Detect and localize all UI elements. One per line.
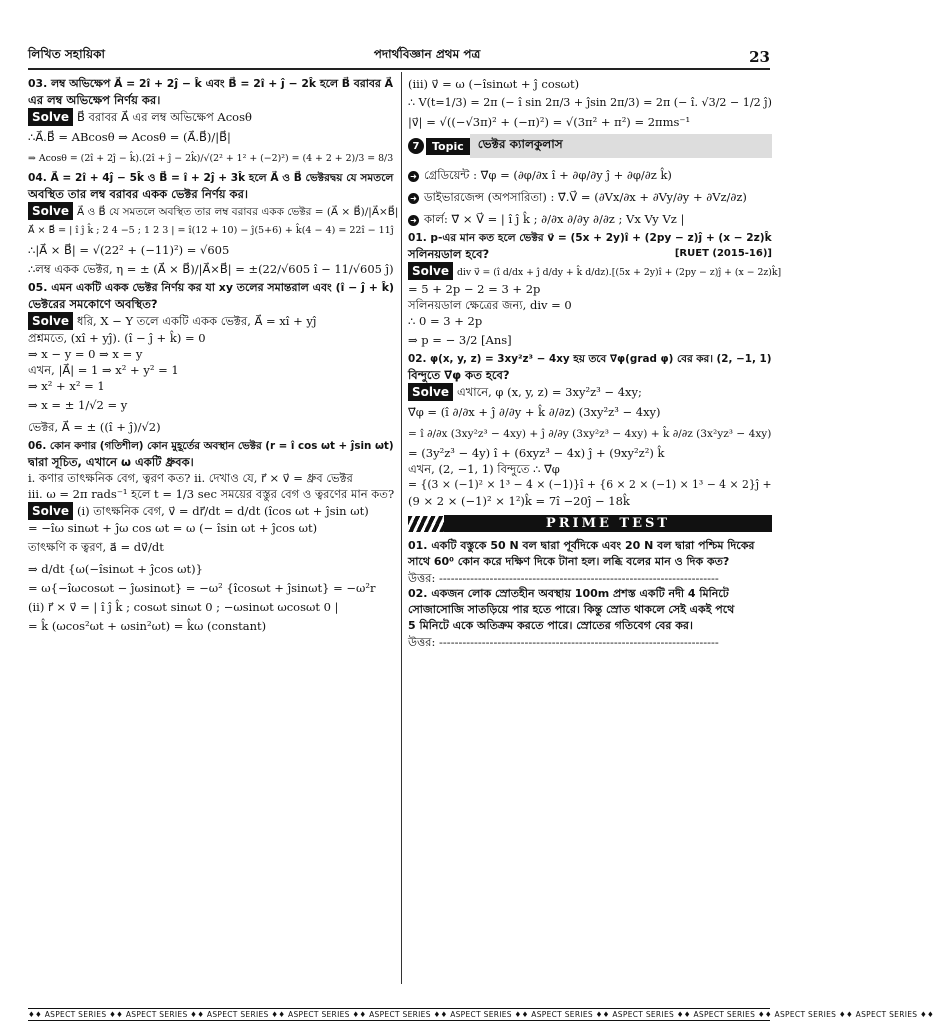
line-text: সলিনয়ডাল ক্ষেত্রের জন্য, div = 0	[408, 298, 572, 312]
text-line	[408, 461, 772, 477]
line-text: ধরি, X − Y তলে একটি একক ভেক্টর, A⃗ = xî + yĵ	[76, 314, 317, 328]
solution-line	[28, 312, 394, 330]
text-line	[28, 580, 394, 596]
line-text: ∴ V(t=1/3) = 2π (− î sin 2π/3 + ĵsin 2π/3) = 2π (− î. √3/2 − 1/2 ĵ)	[408, 96, 772, 109]
question-line	[28, 92, 394, 108]
text-line	[408, 493, 772, 509]
arrow-bullet-icon: ➜	[408, 193, 419, 204]
line-text: ∴|A⃗ × B⃗| = √(22² + (−11)²) = √605	[28, 243, 230, 257]
solve-badge: Solve	[408, 262, 453, 280]
text-line	[408, 281, 772, 297]
line-text: কার্ল: ∇⃗ × V⃗ = | î ĵ k̂ ; ∂/∂x ∂/∂y ∂/∂z ; Vx Vy Vz |	[424, 212, 685, 226]
line-text: 01. p-এর মান কত হলে ভেক্টর v⃗ = (5x + 2y)î + (2py − z)ĵ + (x − 2z)k̂	[408, 232, 772, 244]
line-text: = {(3 × (−1)² × 1³ − 4 × (−1)}î + {6 × 2 × (−1) × 1³ − 4 × 2}ĵ +	[408, 478, 772, 491]
line-text: দ্বারা সূচিত, এখানে ω একটি ধ্রুবক।	[28, 455, 194, 469]
text-line	[408, 477, 772, 493]
question-line	[408, 246, 772, 262]
line-text: 04. A⃗ = 2î + 4ĵ − 5k̂ ও B⃗ = î + 2ĵ + 3k̂ হলে A⃗ ও B⃗ ভেক্টরদ্বয় যে সমতলে	[28, 171, 394, 184]
left-column	[28, 76, 399, 634]
text-line	[28, 558, 394, 580]
solution-line	[28, 502, 394, 520]
line-text: ⇒ d/dt {ω(−îsinωt + ĵcos ωt)}	[28, 562, 203, 576]
line-text: 06. কোন কণার (গতিশীল) কোন মুহূর্তের অবস্থান ভেক্টর (r = î cos ωt + ĵsin ωt)	[28, 440, 394, 452]
text-line	[28, 394, 394, 416]
line-text: = î ∂/∂x (3xy²z³ − 4xy) + ĵ ∂/∂y (3xy²z³ − 4xy) + k̂ ∂/∂z (3x²yz³ − 4xy)	[408, 428, 772, 440]
question-line	[408, 586, 772, 602]
text-line	[28, 242, 394, 258]
solve-badge: Solve	[28, 202, 73, 220]
line-text: 02. একজন লোক স্রোতহীন অবস্থায় 100m প্রশস্ত একটি নদী 4 মিনিটে	[408, 587, 729, 600]
text-line	[28, 536, 394, 558]
solution-line	[28, 202, 399, 220]
question-line	[28, 186, 394, 202]
line-text: (i) তাৎক্ষনিক বেগ, v⃗ = dr⃗/dt = d/dt (îcos ωt + ĵsin ωt)	[76, 504, 369, 518]
line-text: ডাইভারজেন্স (অপসারিতা) : ∇⃗.V⃗ = (∂Vx/∂x + ∂Vy/∂y + ∂Vz/∂z)	[424, 190, 747, 204]
line-text: এখন, |A⃗| = 1 ⇒ x² + y² = 1	[28, 363, 179, 377]
text-line	[28, 330, 394, 346]
question-line	[28, 454, 394, 470]
question-line	[28, 170, 394, 186]
line-text: ∴লম্ব একক ভেক্টর, η = ± (A⃗ × B⃗)/|A⃗×B⃗| = ±(22/√605 î − 11/√605 ĵ)	[28, 262, 394, 276]
solve-badge: Solve	[28, 502, 73, 520]
line-text: এখানে, φ (x, y, z) = 3xy²z³ − 4xy;	[456, 385, 642, 399]
prime-test-title: PRIME TEST	[444, 515, 772, 532]
question-line	[408, 618, 772, 634]
solution-line	[408, 262, 782, 281]
line-text: 05. এমন একটি একক ভেক্টর নির্ণয় কর যা xy তলের সমান্তরাল এবং (î − ĵ + k̂)	[28, 281, 395, 294]
line-text: প্রশ্নমতে, (xî + yĵ). (î − ĵ + k̂) = 0	[28, 331, 206, 345]
text-line	[28, 258, 394, 280]
text-line	[408, 208, 772, 230]
solve-badge: Solve	[28, 108, 73, 126]
question-line	[408, 602, 772, 618]
line-text: বিন্দুতে ∇⃗φ কত হবে?	[408, 368, 510, 382]
line-text: 03. লম্ব অভিক্ষেপ A⃗ = 2î + 2ĵ − k̂ এবং B⃗ = 2î + ĵ − 2k̂ হলে B⃗ বরাবর A⃗	[28, 77, 394, 90]
header-left: লিখিত সহায়িকা	[28, 47, 105, 61]
prime-test-banner	[408, 515, 772, 532]
topic-tag: Topic	[426, 138, 470, 155]
line-text: (ii) r⃗ × v⃗ = | î ĵ k̂ ; cosωt sinωt 0 ; −ωsinωt ωcosωt 0 |	[28, 600, 339, 614]
line-text: = k̂ (ωcos²ωt + ωsin²ωt) = k̂ω (constant)	[28, 619, 267, 633]
question-line	[408, 367, 772, 383]
line-text: তাৎক্ষণি ক ত্বরণ, a⃗ = dv⃗/dt	[28, 540, 164, 554]
line-text: এর লম্ব অভিক্ষেপ নির্ণয় কর।	[28, 93, 161, 107]
question-line	[408, 230, 772, 246]
text-line	[408, 329, 772, 351]
question-line	[408, 538, 772, 554]
text-line	[28, 148, 394, 170]
right-column	[408, 76, 782, 650]
line-text: B⃗ বরাবর A⃗ এর লম্ব অভিক্ষেপ Acosθ	[76, 110, 252, 124]
question-line	[28, 76, 394, 92]
text-line	[408, 401, 772, 423]
text-line	[28, 470, 394, 486]
text-line	[28, 362, 394, 378]
text-line	[28, 378, 394, 394]
line-text: ∴A⃗.B⃗ = ABcosθ ⇒ Acosθ = (A⃗.B⃗)/|B⃗|	[28, 130, 231, 144]
arrow-bullet-icon: ➜	[408, 171, 419, 182]
text-line	[408, 76, 772, 92]
line-text: ⇒ p = − 3/2 [Ans]	[408, 333, 512, 347]
column-divider	[401, 72, 402, 984]
line-text: 02. φ(x, y, z) = 3xy²z³ − 4xy হয় তবে ∇⃗φ(grad φ) বের কর। (2, −1, 1)	[408, 353, 772, 365]
text-line	[28, 486, 394, 502]
question-line	[28, 296, 394, 312]
text-line	[28, 618, 394, 634]
text-line	[408, 423, 772, 445]
line-text: সলিনয়ডাল হবে?	[408, 247, 490, 261]
line-text: (9 × 2 × (−1)² × 1²)k̂ = 7î −20ĵ − 18k̂	[408, 494, 630, 508]
page-header	[28, 46, 770, 70]
text-line	[408, 164, 772, 186]
solve-badge: Solve	[408, 383, 453, 401]
line-text: ⇒ x² + x² = 1	[28, 379, 105, 393]
line-text: সোজাসোজি সাতড়িয়ে পার হতে পারে। কিন্তু স্রোত থাকলে সেই একই পথে	[408, 603, 735, 616]
solution-line	[28, 108, 394, 126]
text-line	[408, 186, 772, 208]
question-line	[408, 351, 772, 367]
line-text: ⇒ x = ± 1/√2 = y	[28, 398, 128, 412]
line-text: = 5 + 2p − 2 = 3 + 2p	[408, 282, 541, 296]
topic-number-badge: 7	[408, 138, 424, 154]
line-text: ভেক্টরের সমকোণে অবস্থিত?	[28, 297, 158, 311]
solution-line	[408, 383, 772, 401]
line-text: গ্রেডিয়েন্ট : ∇⃗φ = (∂φ/∂x î + ∂φ/∂y ĵ + ∂φ/∂z k̂)	[424, 168, 672, 182]
line-text: A⃗ ও B⃗ যে সমতলে অবস্থিত তার লম্ব বরাবর একক ভেক্টর = (A⃗ × B⃗)/|A⃗×B⃗|	[76, 206, 399, 218]
line-text: A⃗ × B⃗ = | î ĵ k̂ ; 2 4 −5 ; 1 2 3 | = î(12 + 10) − ĵ(5+6) + k̂(4 − 4) = 22î − 11ĵ	[28, 225, 394, 236]
text-line	[28, 220, 394, 242]
arrow-bullet-icon: ➜	[408, 215, 419, 226]
line-text: অবস্থিত তার লম্ব বরাবর একক ভেক্টর নির্ণয় কর।	[28, 187, 249, 201]
page-number: 23	[749, 48, 770, 66]
line-text: = (3y²z³ − 4y) î + (6xyz³ − 4x) ĵ + (9xy²z²) k̂	[408, 446, 665, 460]
stripes-decoration	[408, 516, 444, 532]
line-text: = −îω sinωt + ĵω cos ωt = ω (− îsin ωt + ĵcos ωt)	[28, 521, 318, 535]
topic-banner	[408, 134, 772, 158]
line-text: ∴ 0 = 3 + 2p	[408, 314, 483, 328]
text-line	[408, 313, 772, 329]
question-line	[408, 554, 772, 570]
text-line	[408, 297, 772, 313]
line-text: i. কণার তাৎক্ষনিক বেগ, ত্বরণ কত? ii. দেখাও যে, r⃗ × v⃗ = ধ্রুব ভেক্টর	[28, 471, 353, 485]
line-text: উত্তর: ------------------------------------------------------------------------	[408, 635, 719, 649]
source-tag: [RUET (2015-16)]	[674, 248, 772, 259]
line-text: |v⃗| = √((−√3π)² + (−π)²) = √(3π² + π²) = 2πms⁻¹	[408, 115, 691, 129]
footer-band: ♦♦ ASPECT SERIES ♦♦ ASPECT SERIES ♦♦ ASPECT SERIES ♦♦ ASPECT SERIES ♦♦ ASPECT SERIES ♦♦ ASPECT SERIES ♦♦ ASPECT SERIES ♦♦ ASPECT SERIES ♦♦ ASPECT SERIES ♦♦ ASPECT SERIES ♦♦ ASPECT SERIES ♦♦	[28, 1010, 934, 1019]
line-text: 01. একটি বস্তুকে 50 N বল দ্বারা পূর্বদিকে এবং 20 N বল দ্বারা পশ্চিম দিকের	[408, 539, 755, 552]
line-text: (iii) v⃗ = ω (−îsinωt + ĵ cosωt)	[408, 77, 580, 91]
solve-badge: Solve	[28, 312, 73, 330]
line-text: ⇒ x − y = 0 ⇒ x = y	[28, 347, 143, 361]
line-text: এখন, (2, −1, 1) বিন্দুতে ∴ ∇⃗φ	[408, 462, 560, 476]
line-text: ∇⃗φ = (î ∂/∂x + ĵ ∂/∂y + k̂ ∂/∂z) (3xy²z³ − 4xy)	[408, 405, 661, 419]
line-text: 5 মিনিটে একে অতিক্রম করতে পারে। স্রোতের গতিবেগ বের কর।	[408, 619, 693, 632]
question-line	[28, 438, 394, 454]
line-text: সাথে 60⁰ কোন করে দক্ষিণ দিকে টানা হল। লব্ধি বলের মান ও দিক কত?	[408, 555, 730, 568]
line-text: ⇒ Acosθ = (2î + 2ĵ − k̂).(2î + ĵ − 2k̂)/√(2² + 1² + (−2)²) = (4 + 2 + 2)/3 = 8/3	[28, 153, 394, 164]
text-line	[28, 126, 394, 148]
text-line	[28, 416, 394, 438]
topic-title: ভেক্টর ক্যালকুলাস	[470, 134, 772, 158]
text-line	[408, 445, 772, 461]
text-line	[408, 114, 772, 130]
text-line	[28, 520, 394, 536]
line-text: ভেক্টর, A⃗ = ± ((î + ĵ)/√2)	[28, 420, 161, 434]
text-line	[408, 570, 772, 586]
header-title: পদার্থবিজ্ঞান প্রথম পত্র	[373, 47, 481, 61]
line-text: iii. ω = 2π rads⁻¹ হলে t = 1/3 sec সময়ের বস্তুর বেগ ও ত্বরণের মান কত?	[28, 487, 395, 501]
line-text: div v⃗ = (î d/dx + ĵ d/dy + k̂ d/dz).[(5x + 2y)î + (2py − z)ĵ + (x − 2z)k̂]	[456, 267, 782, 278]
text-line	[28, 346, 394, 362]
line-text: উত্তর: ------------------------------------------------------------------------	[408, 571, 719, 585]
text-line	[408, 634, 772, 650]
text-line	[28, 596, 394, 618]
text-line	[408, 92, 772, 114]
question-line	[28, 280, 394, 296]
line-text: = ω{−îωcosωt − ĵωsinωt} = −ω² {îcosωt + ĵsinωt} = −ω²r	[28, 581, 376, 595]
